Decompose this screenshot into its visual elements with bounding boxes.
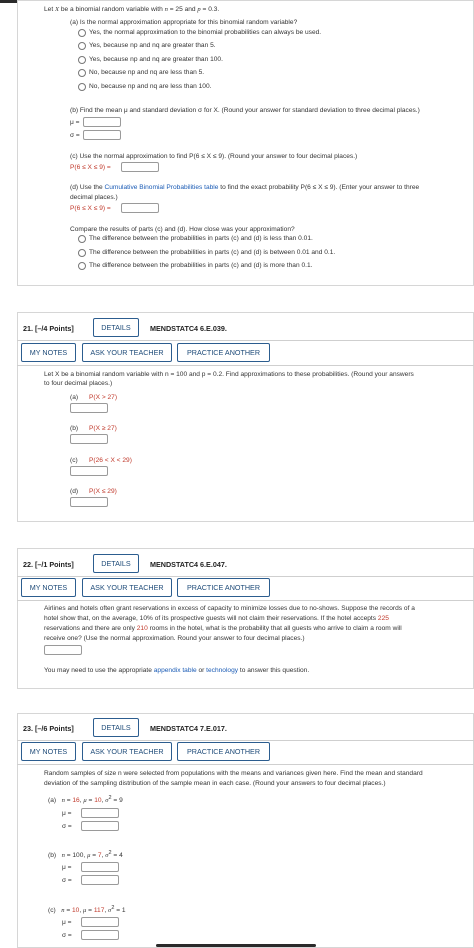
q21-divider-2 (17, 365, 474, 366)
q20-sigma-input[interactable] (83, 130, 121, 140)
q20-intro: Let X be a binomial random variable with n = 25 and p = 0.3. (44, 6, 220, 13)
q23-divider (17, 740, 474, 741)
radio-a-option-3[interactable] (78, 56, 86, 64)
q23-details-button[interactable]: DETAILS (93, 718, 139, 737)
q22-code: MENDSTATC4 6.E.047. (150, 560, 227, 569)
q23-case-c-mu-label: μ = (62, 919, 72, 926)
q23-code: MENDSTATC4 7.E.017. (150, 724, 227, 733)
q23-case-c-sigma-input[interactable] (81, 930, 119, 940)
q21-part-a-input[interactable] (70, 403, 108, 413)
q23-case-c: (c) n = 10, μ = 117, $\sigma^2 = 1$ (48, 905, 126, 915)
radio-a-option-4-label: No, because np and nq are less than 5. (89, 69, 205, 76)
q21-practice-another-button[interactable]: PRACTICE ANOTHER (177, 343, 270, 362)
q20-compare-prompt: Compare the results of parts (c) and (d). How close was your approximation? (70, 226, 295, 233)
q22-ask-teacher-button[interactable]: ASK YOUR TEACHER (82, 578, 172, 597)
radio-a-option-5[interactable] (78, 83, 86, 91)
q22-answer-input[interactable] (44, 645, 82, 655)
q22-divider-2 (17, 600, 474, 601)
q21-part-c-expr: P(26 < X < 29) (89, 457, 132, 464)
radio-a-option-1-label: Yes, the normal approximation to the binomial probabilities can always be used. (89, 29, 322, 36)
q20-part-c-input[interactable] (121, 162, 159, 172)
home-indicator-bar (156, 944, 316, 947)
q21-divider (17, 340, 474, 341)
q22-paragraph-1: Airlines and hotels often grant reservations in excess of capacity to minimize losses due to no-shows. Suppose the records of a (44, 605, 415, 612)
q20-part-a-prompt: (a) Is the normal approximation appropriate for this binomial random variable? (70, 19, 298, 26)
q21-part-b-input[interactable] (70, 434, 108, 444)
q22-practice-another-button[interactable]: PRACTICE ANOTHER (177, 578, 270, 597)
q23-practice-another-button[interactable]: PRACTICE ANOTHER (177, 742, 270, 761)
q23-case-b-sigma-label: σ = (62, 877, 72, 884)
q21-code: MENDSTATC4 6.E.039. (150, 324, 227, 333)
q21-part-c-input[interactable] (70, 466, 108, 476)
q22-rooms-value: 210 (136, 625, 148, 632)
q22-paragraph-2: hotel show that, on the average, 10% of its prospective guests will not claim their reservations. If the hotel accepts 225 (44, 615, 389, 622)
q21-part-a-expr: P(X > 27) (89, 394, 118, 401)
q21-header: 21. [–/4 Points] (23, 324, 74, 333)
q23-my-notes-button[interactable]: MY NOTES (21, 742, 76, 761)
q23-paragraph-1: Random samples of size n were selected from populations with the means and variances given here. Find the mean and standard (44, 770, 423, 777)
q23-case-a: (a) n = 16, μ = 10, $\sigma^2 = 9$ (48, 795, 123, 805)
q20-mu-input[interactable] (83, 117, 121, 127)
q22-note: You may need to use the appropriate appendix table or technology to answer this question. (44, 667, 310, 674)
q21-part-d-input[interactable] (70, 497, 108, 507)
q21-my-notes-button[interactable]: MY NOTES (21, 343, 76, 362)
radio-compare-option-3-label: The difference between the probabilities in parts (c) and (d) is more than 0.1. (89, 262, 313, 269)
q21-intro-2: to four decimal places.) (44, 380, 113, 387)
q21-part-d-label: (d) (70, 488, 79, 495)
q21-intro-1: Let X be a binomial random variable with n = 100 and p = 0.2. Find approximations to these probabilities. (Round your answers (44, 371, 414, 378)
q22-details-button[interactable]: DETAILS (93, 554, 139, 573)
radio-a-option-5-label: No, because np and nq are less than 100. (89, 83, 212, 90)
q21-part-a-label: (a) (70, 394, 79, 401)
radio-compare-option-1[interactable] (78, 235, 86, 243)
radio-compare-option-3[interactable] (78, 262, 86, 270)
q20-part-b-prompt: (b) Find the mean μ and standard deviation σ for X. (Round your answer for standard deviation to three decimal places.) (70, 107, 420, 114)
q23-case-a-sigma-label: σ = (62, 823, 72, 830)
q21-ask-teacher-button[interactable]: ASK YOUR TEACHER (82, 343, 172, 362)
technology-link[interactable]: technology (206, 667, 239, 674)
q23-ask-teacher-button[interactable]: ASK YOUR TEACHER (82, 742, 172, 761)
q20-part-d-prompt-cont: decimal places.) (70, 194, 118, 201)
q20-sigma-label: σ = (70, 132, 80, 139)
radio-a-option-2[interactable] (78, 42, 86, 50)
q21-part-c-label: (c) (70, 457, 78, 464)
q23-case-b-mu-input[interactable] (81, 862, 119, 872)
radio-a-option-3-label: Yes, because np and nq are greater than 100. (89, 56, 223, 63)
q21-part-d-expr: P(X ≤ 29) (89, 488, 117, 495)
radio-compare-option-1-label: The difference between the probabilities in parts (c) and (d) is less than 0.01. (89, 235, 313, 242)
radio-a-option-4[interactable] (78, 69, 86, 77)
q23-paragraph-2: deviation of the sampling distribution of the sample mean in each case. (Round your answers to four decimal places.) (44, 780, 386, 787)
q20-mu-label: μ = (70, 119, 80, 126)
radio-compare-option-2[interactable] (78, 249, 86, 257)
q23-case-b-mu-label: μ = (62, 864, 72, 871)
q20-part-c-prompt: (c) Use the normal approximation to find P(6 ≤ X ≤ 9). (Round your answer to four decimal places.) (70, 153, 358, 160)
q22-my-notes-button[interactable]: MY NOTES (21, 578, 76, 597)
q20-part-d-input[interactable] (121, 203, 159, 213)
q22-header: 22. [–/1 Points] (23, 560, 74, 569)
q21-details-button[interactable]: DETAILS (93, 318, 139, 337)
q22-reservations-value: 225 (377, 615, 389, 622)
q20-part-c-label: P(6 ≤ X ≤ 9) = (70, 164, 111, 171)
radio-a-option-1[interactable] (78, 29, 86, 37)
radio-compare-option-2-label: The difference between the probabilities in parts (c) and (d) is between 0.01 and 0.1. (89, 249, 336, 256)
q23-case-a-mu-input[interactable] (81, 808, 119, 818)
radio-a-option-2-label: Yes, because np and nq are greater than 5. (89, 42, 216, 49)
q23-case-b-sigma-input[interactable] (81, 875, 119, 885)
question-20-card (17, 0, 474, 286)
q23-case-c-sigma-label: σ = (62, 932, 72, 939)
q23-header: 23. [–/6 Points] (23, 724, 74, 733)
q21-part-b-expr: P(X ≥ 27) (89, 425, 117, 432)
q22-paragraph-4: receive one? (Use the normal approximation. Round your answer to four decimal places.) (44, 635, 305, 642)
q22-paragraph-3: reservations and there are only 210 rooms in the hotel, what is the probability that all guests who arrive to claim a room will (44, 625, 402, 632)
appendix-table-link[interactable]: appendix table (153, 667, 197, 674)
q23-case-c-mu-input[interactable] (81, 917, 119, 927)
q20-part-d-prompt: (d) Use the Cumulative Binomial Probabilities table to find the exact probability P(6 ≤ X ≤ 9). (Enter your answer to three (70, 184, 420, 191)
q23-case-a-mu-label: μ = (62, 810, 72, 817)
q20-part-d-label: P(6 ≤ X ≤ 9) = (70, 205, 111, 212)
q23-divider-2 (17, 764, 474, 765)
cumulative-binomial-table-link[interactable]: Cumulative Binomial Probabilities table (104, 184, 219, 191)
q23-case-a-sigma-input[interactable] (81, 821, 119, 831)
q23-case-b: (b) n = 100, μ = 7, $\sigma^2 = 4$ (48, 850, 123, 860)
q21-part-b-label: (b) (70, 425, 79, 432)
q22-divider (17, 576, 474, 577)
